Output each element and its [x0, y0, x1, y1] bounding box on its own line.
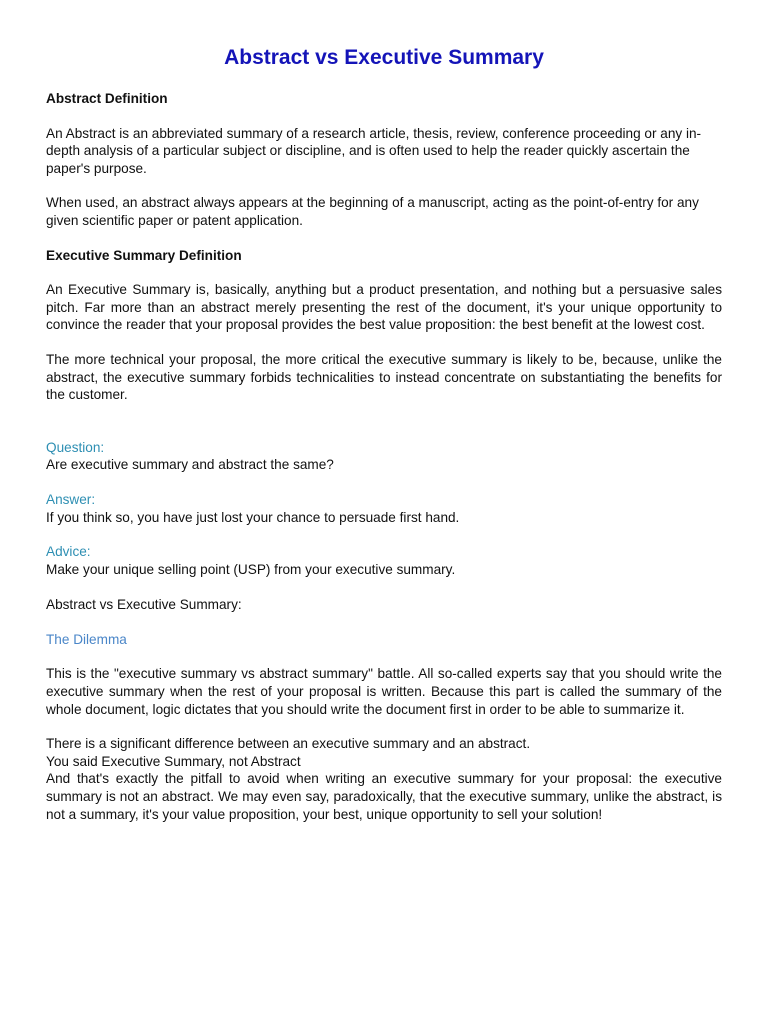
pitfall-paragraph: And that's exactly the pitfall to avoid when writing an executive summary for your proposal: the executive summary is not an abstract. We may even say, paradoxically, that the executive summary, unlike the abstract, is not a summary, it's your value proposition, your best, unique opportunity to sell your solution!: [46, 771, 722, 822]
comparison-intro: Abstract vs Executive Summary:: [46, 597, 242, 613]
abstract-definition-heading: Abstract Definition: [46, 91, 168, 106]
answer-label: Answer:: [46, 491, 96, 507]
advice-label: Advice:: [46, 544, 91, 560]
question-text: Are executive summary and abstract the same?: [46, 457, 334, 473]
abstract-definition-paragraph-1: An Abstract is an abbreviated summary of a research article, thesis, review, conference proceeding or any in-depth analysis of a particular subject or discipline, and is often used to help the reader quickly ascertain the paper's purpose.: [46, 125, 702, 176]
not-abstract-line: You said Executive Summary, not Abstract: [46, 753, 301, 769]
advice-text: Make your unique selling point (USP) from your executive summary.: [46, 561, 456, 577]
executive-summary-definition-heading: Executive Summary Definition: [46, 247, 242, 263]
answer-text: If you think so, you have just lost your chance to persuade first hand.: [46, 509, 460, 525]
executive-summary-paragraph-1: An Executive Summary is, basically, anything but a product presentation, and nothing but a persuasive sales pitch. Far more than an abstract merely presenting the rest of the document, it's your unique opportunity to convince the reader that your proposal provides the best value proposition: the best benefit at the lowest cost.: [46, 282, 722, 333]
dilemma-paragraph-1: This is the "executive summary vs abstract summary" battle. All so-called experts say that you should write the executive summary when the rest of your proposal is written. Because this part is called the summary of the whole document, logic dictates that you should write the document first in order to be able to summarize it.: [46, 666, 722, 717]
page-title: Abstract vs Executive Summary: [224, 46, 544, 69]
question-label: Question:: [46, 439, 105, 455]
dilemma-heading: The Dilemma: [46, 631, 127, 647]
executive-summary-paragraph-2: The more technical your proposal, the more critical the executive summary is likely to be, because, unlike the abstract, the executive summary forbids technicalities to instead concentrate on substantiating the benefits for the customer.: [46, 351, 722, 403]
abstract-definition-paragraph-2: When used, an abstract always appears at the beginning of a manuscript, acting as the point-of-entry for any given scientific paper or patent application.: [46, 195, 699, 228]
difference-line: There is a significant difference between an executive summary and an abstract.: [46, 736, 531, 752]
